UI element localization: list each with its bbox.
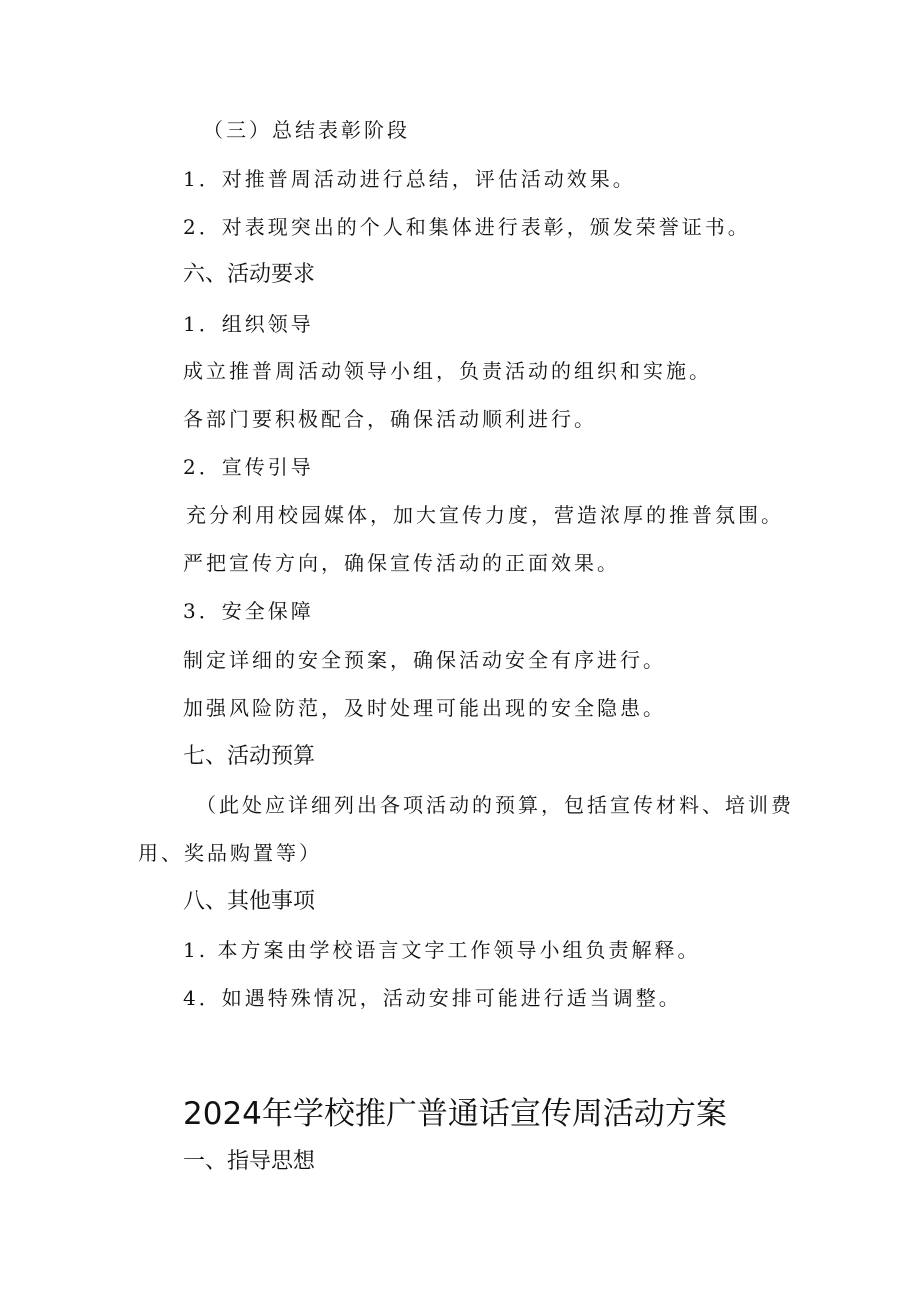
- section-heading-budget: 七、活动预算: [183, 744, 316, 769]
- requirement-org-line-1: 成立推普周活动领导小组，负责活动的组织和实施。: [183, 359, 712, 383]
- requirement-safety-line-1: 制定详细的安全预案，确保活动安全有序进行。: [183, 648, 666, 672]
- section-heading-guiding-thought: 一、指导思想: [183, 1149, 316, 1174]
- summary-item-2: 2．对表现突出的个人和集体进行表彰，颁发荣誉证书。: [183, 215, 751, 239]
- section-heading-other: 八、其他事项: [183, 889, 316, 914]
- document-title: 2024年学校推广普通话宣传周活动方案: [183, 1096, 727, 1132]
- requirement-safety-line-2: 加强风险防范，及时处理可能出现的安全隐患。: [183, 696, 666, 720]
- other-item-4: 4．如遇特殊情况，活动安排可能进行适当调整。: [183, 986, 682, 1010]
- other-item-1: 1. 本方案由学校语言文字工作领导小组负责解释。: [183, 938, 701, 962]
- requirement-pub-title: 2．宣传引导: [183, 455, 314, 479]
- requirement-pub-line-2: 严把宣传方向，确保宣传活动的正面效果。: [183, 551, 620, 575]
- requirement-pub-line-1: 充分利用校园媒体，加大宣传力度，营造浓厚的推普氛围。: [186, 503, 784, 527]
- requirement-safety-title: 3．安全保障: [183, 599, 314, 623]
- requirement-org-line-2: 各部门要积极配合，确保活动顺利进行。: [183, 407, 597, 431]
- budget-line-2: 用、奖品购置等）: [138, 841, 322, 865]
- stage-title: （三）总结表彰阶段: [203, 118, 410, 142]
- summary-item-1: 1．对推普周活动进行总结，评估活动效果。: [183, 167, 636, 191]
- budget-line-1: （此处应详细列出各项活动的预算，包括宣传材料、培训费: [196, 793, 794, 817]
- section-heading-requirements: 六、活动要求: [183, 262, 316, 287]
- requirement-org-title: 1．组织领导: [183, 312, 314, 336]
